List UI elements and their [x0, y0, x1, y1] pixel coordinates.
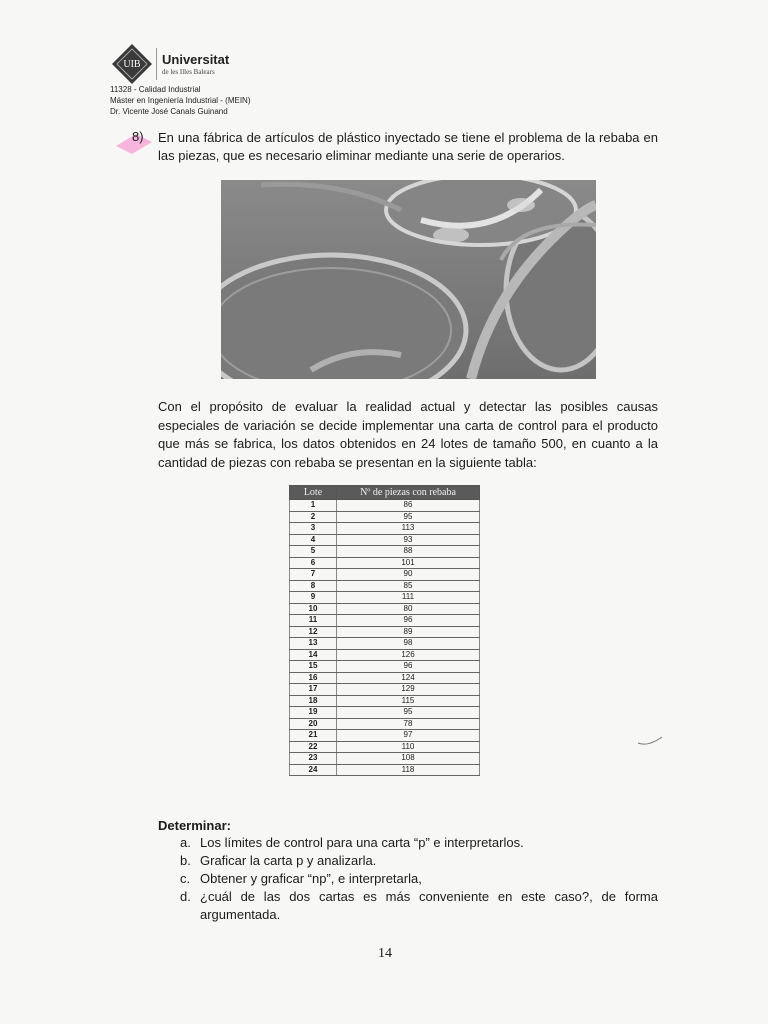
pencil-mark	[636, 733, 664, 747]
cell-lote: 12	[290, 626, 337, 638]
cell-piezas: 115	[337, 695, 480, 707]
cell-lote: 10	[290, 603, 337, 615]
question-letter: c.	[180, 871, 191, 886]
cell-piezas: 93	[337, 534, 480, 546]
cell-lote: 14	[290, 649, 337, 661]
cell-piezas: 110	[337, 741, 480, 753]
question-text: Graficar la carta p y analizarla.	[200, 853, 377, 868]
table-row	[290, 546, 480, 558]
problem-statement: En una fábrica de artículos de plástico inyectado se tiene el problema de la rebaba en las piezas, que es necesario eliminar mediante una serie de operarios.	[158, 130, 658, 163]
table-row	[290, 661, 480, 673]
table-row	[290, 569, 480, 581]
university-subtitle: de les Illes Balears	[162, 68, 215, 76]
cell-piezas: 108	[337, 753, 480, 765]
data-table	[289, 485, 480, 776]
cell-piezas: 88	[337, 546, 480, 558]
question-item	[180, 870, 422, 888]
cell-lote: 3	[290, 523, 337, 535]
problem-number: 8)	[132, 129, 144, 144]
question-letter: d.	[180, 889, 191, 904]
question-letter: b.	[180, 853, 191, 868]
cell-piezas: 78	[337, 718, 480, 730]
cell-piezas: 98	[337, 638, 480, 650]
cell-lote: 17	[290, 684, 337, 696]
cell-piezas: 80	[337, 603, 480, 615]
column-header-piezas: Nº de piezas con rebaba	[337, 486, 480, 500]
logo-text: UIB	[123, 59, 141, 70]
cell-piezas: 101	[337, 557, 480, 569]
table-row	[290, 741, 480, 753]
table-row	[290, 580, 480, 592]
cell-lote: 13	[290, 638, 337, 650]
context-paragraph: Con el propósito de evaluar la realidad actual y detectar las posibles causas especiales de variación se decide implementar una carta de control para el producto que más se fabrica, los datos obtenidos en 24 lotes de tamaño 500, en cuanto a la cantidad de piezas con rebaba se presentan en la siguiente tabla:	[158, 399, 658, 470]
cell-piezas: 126	[337, 649, 480, 661]
question-item	[180, 852, 376, 870]
logo-divider	[156, 48, 157, 80]
cell-lote: 11	[290, 615, 337, 627]
table-row	[290, 638, 480, 650]
table-row	[290, 626, 480, 638]
cell-lote: 6	[290, 557, 337, 569]
uib-logo	[110, 42, 154, 86]
table-row	[290, 592, 480, 604]
table-row	[290, 707, 480, 719]
table-row	[290, 695, 480, 707]
table-row	[290, 557, 480, 569]
cell-piezas: 90	[337, 569, 480, 581]
table-row	[290, 764, 480, 776]
cell-piezas: 124	[337, 672, 480, 684]
table-row	[290, 511, 480, 523]
question-letter: a.	[180, 835, 191, 850]
cell-lote: 21	[290, 730, 337, 742]
determinar-title: Determinar:	[158, 818, 231, 833]
table-row	[290, 500, 480, 512]
cell-piezas: 89	[337, 626, 480, 638]
cell-piezas: 129	[337, 684, 480, 696]
table-row	[290, 603, 480, 615]
university-name: Universitat	[162, 52, 230, 67]
table-row	[290, 534, 480, 546]
table-body	[290, 500, 480, 776]
cell-piezas: 113	[337, 523, 480, 535]
cell-piezas: 95	[337, 707, 480, 719]
table-row	[290, 718, 480, 730]
cell-piezas: 85	[337, 580, 480, 592]
course-line: 11328 - Calidad Industrial	[110, 85, 201, 94]
cell-piezas: 118	[337, 764, 480, 776]
cell-lote: 15	[290, 661, 337, 673]
question-text: Los límites de control para una carta “p” e interpretarlos.	[200, 835, 524, 850]
page-number: 14	[378, 946, 392, 961]
plastic-parts-photo	[221, 180, 596, 379]
cell-lote: 23	[290, 753, 337, 765]
cell-piezas: 86	[337, 500, 480, 512]
table-row	[290, 523, 480, 535]
professor-line: Dr. Vicente José Canals Guinand	[110, 107, 228, 116]
table-row	[290, 684, 480, 696]
cell-lote: 7	[290, 569, 337, 581]
question-item	[180, 888, 660, 924]
cell-lote: 19	[290, 707, 337, 719]
cell-piezas: 96	[337, 615, 480, 627]
column-header-lote: Lote	[290, 486, 337, 500]
question-item	[180, 834, 524, 852]
cell-lote: 8	[290, 580, 337, 592]
cell-lote: 2	[290, 511, 337, 523]
table-header-row	[290, 486, 480, 500]
cell-lote: 18	[290, 695, 337, 707]
cell-lote: 16	[290, 672, 337, 684]
table-row	[290, 730, 480, 742]
table-row	[290, 615, 480, 627]
cell-lote: 20	[290, 718, 337, 730]
cell-piezas: 97	[337, 730, 480, 742]
cell-piezas: 95	[337, 511, 480, 523]
cell-lote: 22	[290, 741, 337, 753]
cell-lote: 4	[290, 534, 337, 546]
question-text: Obtener y graficar “np”, e interpretarla,	[200, 871, 422, 886]
question-text: ¿cuál de las dos cartas es más conveniente en este caso?, de forma argumentada.	[200, 889, 658, 922]
table-row	[290, 672, 480, 684]
cell-lote: 5	[290, 546, 337, 558]
cell-piezas: 111	[337, 592, 480, 604]
table-row	[290, 753, 480, 765]
table-row	[290, 649, 480, 661]
cell-lote: 9	[290, 592, 337, 604]
cell-lote: 1	[290, 500, 337, 512]
cell-piezas: 96	[337, 661, 480, 673]
master-line: Máster en Ingeniería Industrial - (MEIN)	[110, 96, 251, 105]
cell-lote: 24	[290, 764, 337, 776]
